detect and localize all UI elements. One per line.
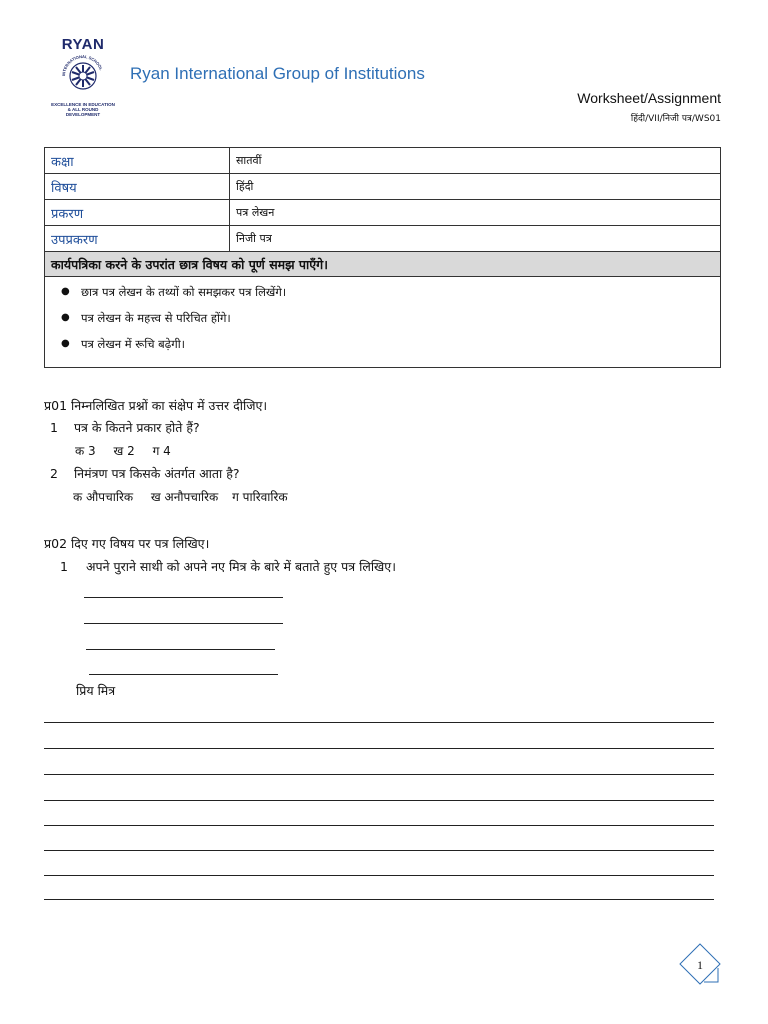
page-number: 1 bbox=[697, 958, 703, 972]
letter-line[interactable] bbox=[44, 850, 714, 851]
info-row bbox=[45, 148, 721, 174]
info-key: कक्षा bbox=[45, 148, 230, 174]
objective-item: ● पत्र लेखन के महत्त्व से परिचित होंगे। bbox=[81, 307, 714, 333]
info-key: प्रकरण bbox=[45, 200, 230, 226]
info-value: सातवीं bbox=[230, 148, 721, 174]
option-b: ख 2 bbox=[113, 444, 135, 458]
letter-line[interactable] bbox=[44, 899, 714, 900]
letter-line[interactable] bbox=[44, 875, 714, 876]
question-2 bbox=[50, 465, 240, 482]
option-c: ग 4 bbox=[152, 444, 171, 458]
objective-item: ● छात्र पत्र लेखन के तथ्यों को समझकर पत्र लिखेंगे। bbox=[81, 281, 714, 307]
org-name: Ryan International Group of Institutions bbox=[130, 64, 425, 83]
letter-question bbox=[60, 558, 396, 575]
info-key: विषय bbox=[45, 174, 230, 200]
option-a: क औपचारिक bbox=[73, 490, 134, 504]
logo-emblem-icon bbox=[56, 50, 110, 102]
question-1 bbox=[50, 419, 200, 436]
address-line[interactable] bbox=[84, 597, 283, 598]
section2-instruction: दिए गए विषय पर पत्र लिखिए। bbox=[71, 536, 210, 551]
section1-instruction: निम्नलिखित प्रश्नों का संक्षेप में उत्तर दीजिए। bbox=[71, 398, 268, 413]
salutation: प्रिय मित्र bbox=[76, 683, 116, 698]
question-text: निमंत्रण पत्र किसके अंतर्गत आता है? bbox=[73, 466, 240, 481]
logo-ring-text: INTERNATIONAL SCHOOL bbox=[60, 53, 104, 77]
class-info-table bbox=[44, 147, 721, 368]
objectives-heading-row bbox=[45, 252, 721, 277]
info-value: पत्र लेखन bbox=[230, 200, 721, 226]
school-logo bbox=[50, 36, 116, 124]
info-value: हिंदी bbox=[230, 174, 721, 200]
question-number: 1 bbox=[50, 420, 58, 435]
question-1-options bbox=[75, 442, 171, 459]
address-line[interactable] bbox=[89, 674, 278, 675]
info-row bbox=[45, 200, 721, 226]
letter-line[interactable] bbox=[44, 800, 714, 801]
option-a: क 3 bbox=[75, 444, 96, 458]
address-line[interactable] bbox=[84, 623, 283, 624]
document-code: हिंदी/VII/निजी पत्र/WS01 bbox=[630, 114, 721, 124]
info-row bbox=[45, 226, 721, 252]
letter-line[interactable] bbox=[44, 748, 714, 749]
option-b: ख अनौपचारिक bbox=[150, 490, 219, 504]
letter-line[interactable] bbox=[44, 825, 714, 826]
question-text: पत्र के कितने प्रकार होते हैं? bbox=[73, 420, 200, 435]
letter-line[interactable] bbox=[44, 722, 714, 723]
address-line[interactable] bbox=[86, 649, 275, 650]
objectives-list bbox=[51, 281, 714, 359]
objectives-row bbox=[45, 277, 721, 368]
logo-wordmark: RYAN bbox=[61, 36, 105, 53]
info-value: निजी पत्र bbox=[230, 226, 721, 252]
info-row bbox=[45, 174, 721, 200]
letter-line[interactable] bbox=[44, 774, 714, 775]
section1-heading bbox=[44, 397, 267, 414]
section1-label: प्र01 bbox=[44, 398, 68, 413]
objective-item: ● पत्र लेखन में रूचि बढ़ेगी। bbox=[81, 333, 714, 359]
question-2-options bbox=[73, 488, 288, 505]
objectives-heading: कार्यपत्रिका करने के उपरांत छात्र विषय को पूर्ण समझ पाएँगे। bbox=[45, 252, 721, 277]
section2-heading bbox=[44, 535, 209, 552]
document-type: Worksheet/Assignment bbox=[577, 90, 721, 106]
question-number: 1 bbox=[60, 559, 68, 574]
logo-motto: EXCELLENCE IN EDUCATION & ALL ROUND DEVELOPMENT bbox=[51, 102, 115, 117]
question-number: 2 bbox=[50, 466, 58, 481]
objectives-cell bbox=[45, 277, 721, 368]
question-text: अपने पुराने साथी को अपने नए मित्र के बारे में बताते हुए पत्र लिखिए। bbox=[85, 559, 396, 574]
info-key: उपप्रकरण bbox=[45, 226, 230, 252]
page-number-badge bbox=[678, 942, 722, 986]
section2-label: प्र02 bbox=[44, 536, 68, 551]
option-c: ग पारिवारिक bbox=[232, 490, 288, 504]
